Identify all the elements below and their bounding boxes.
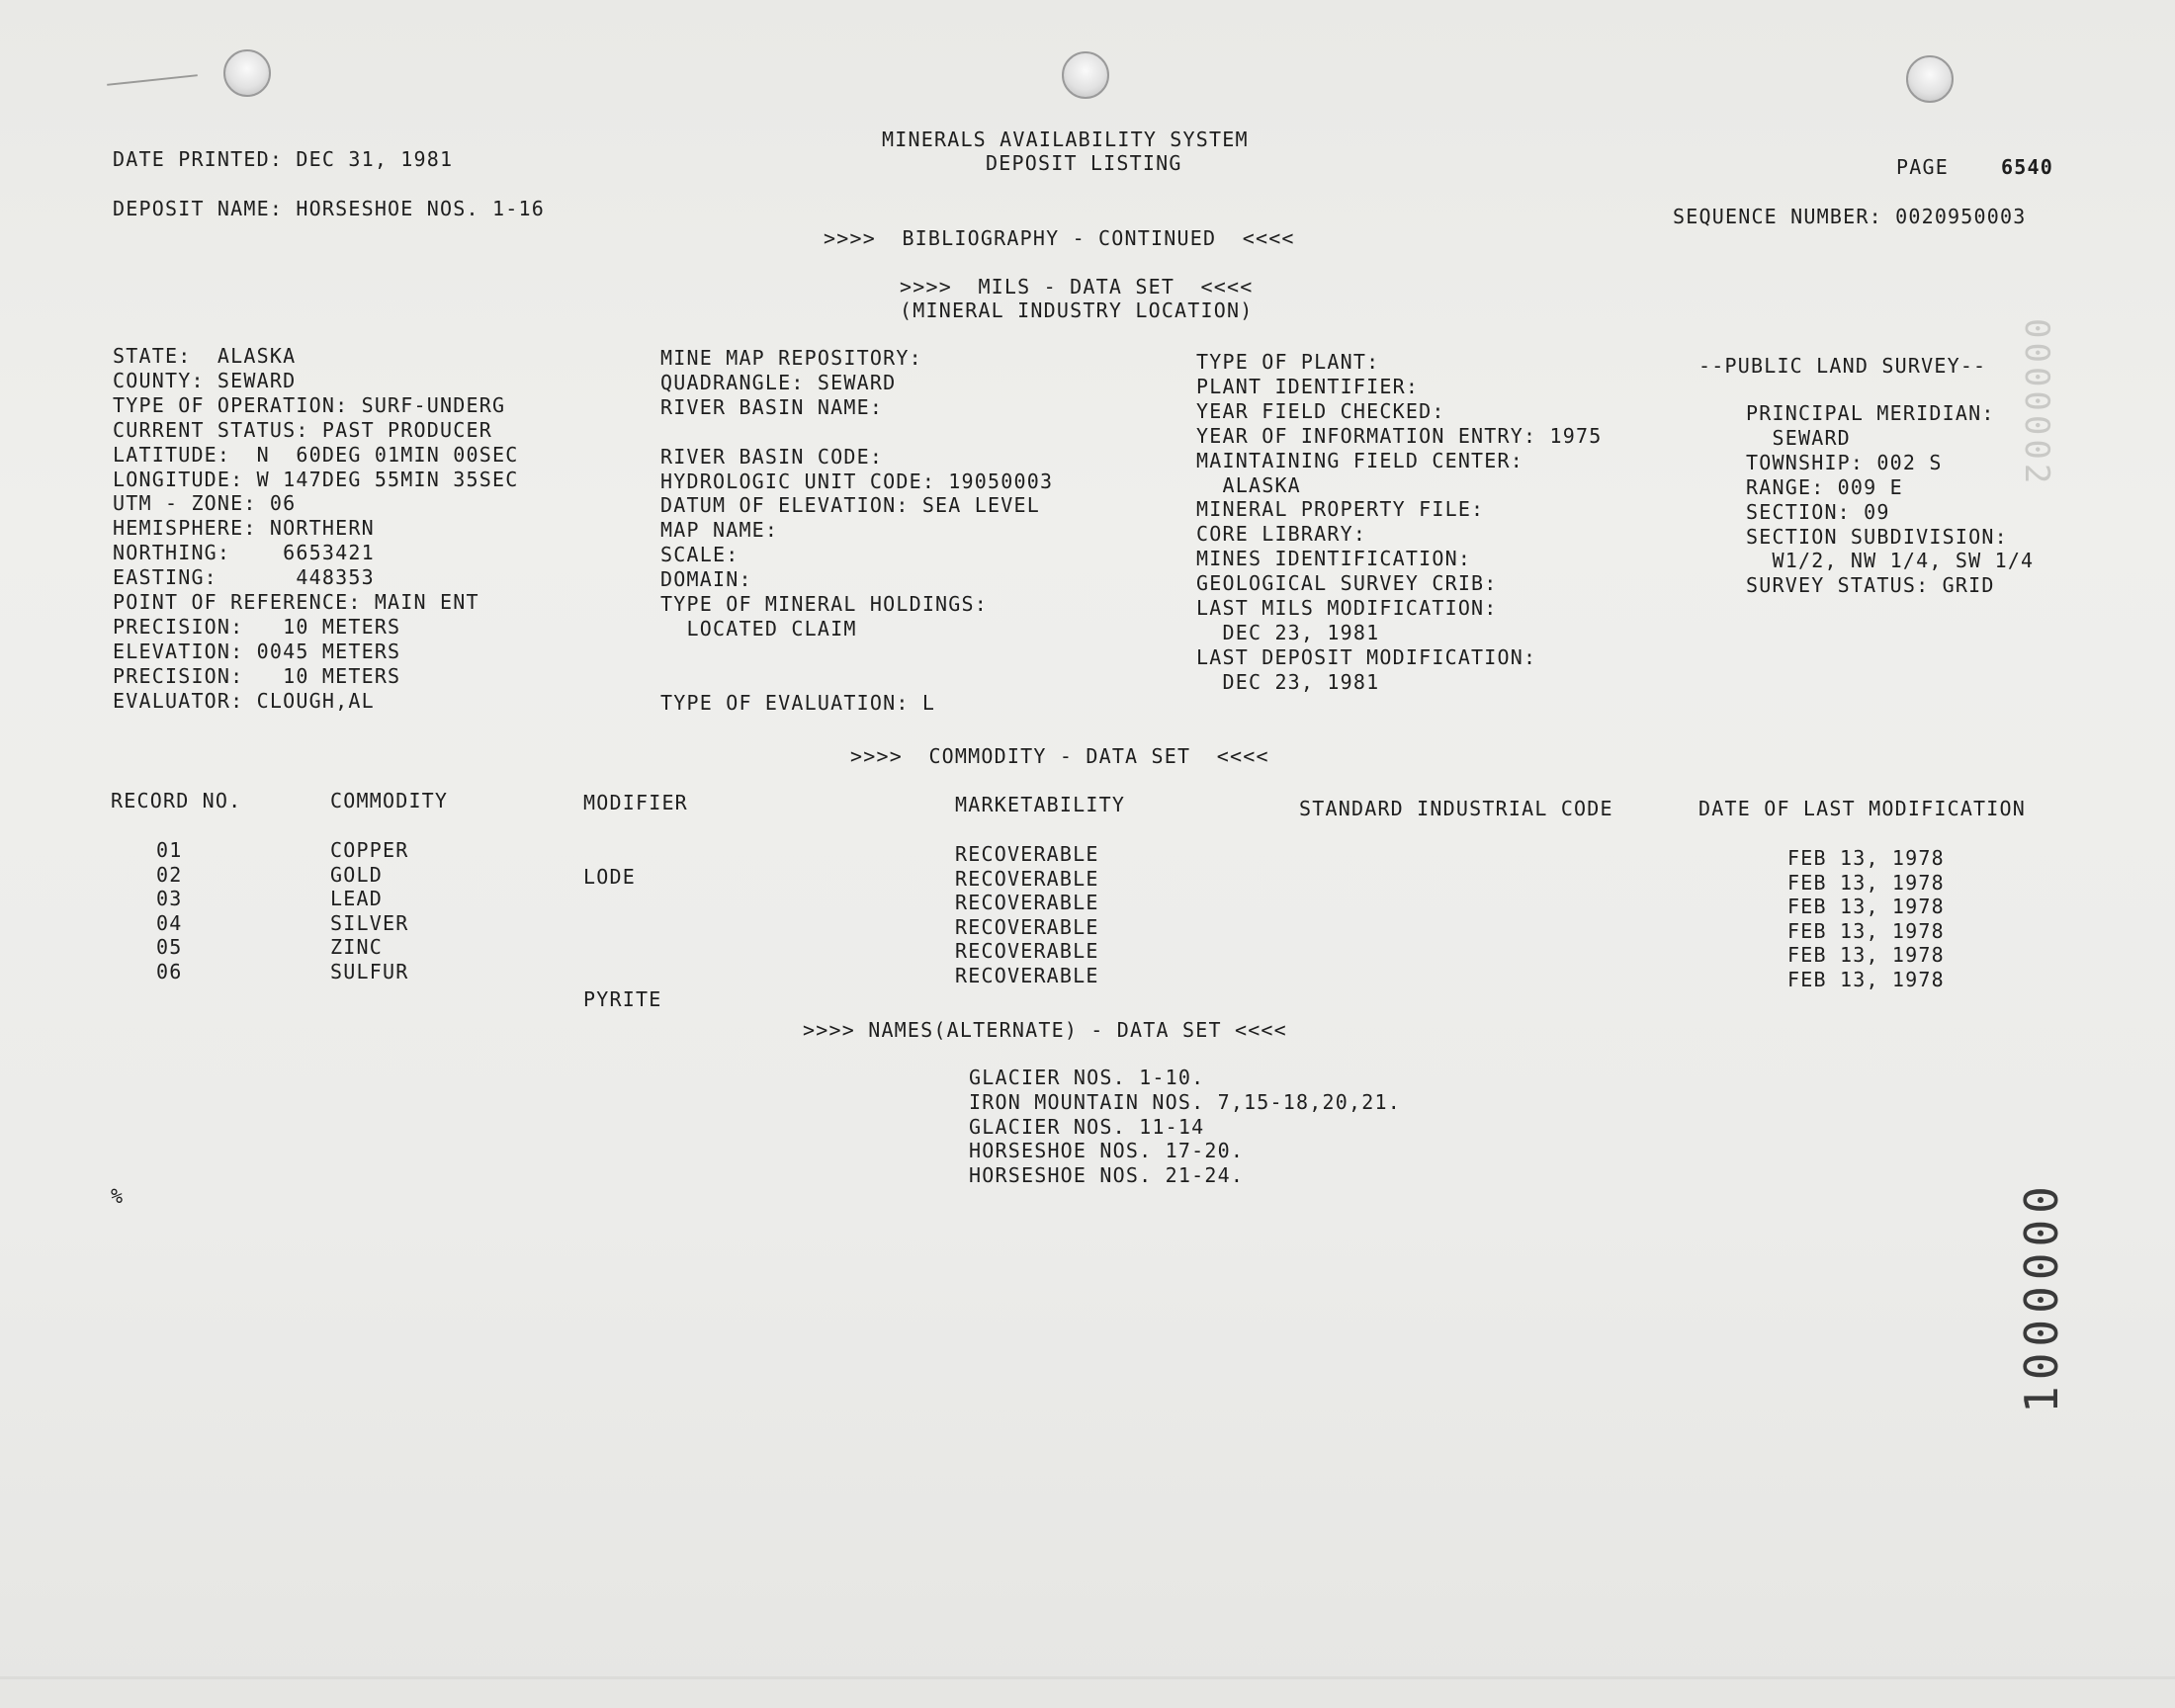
record-number: 02 (156, 863, 183, 887)
mils-field-line: TYPE OF OPERATION: SURF-UNDERG (113, 393, 506, 417)
last-modified-date: FEB 13, 1978 (1787, 895, 1945, 918)
mils-field-line: NORTHING: 6653421 (113, 541, 375, 564)
column-header: MARKETABILITY (955, 793, 1126, 816)
column-header: MODIFIER (583, 791, 688, 814)
column-header: DATE OF LAST MODIFICATION (1698, 797, 2027, 820)
marketability: RECOVERABLE (955, 842, 1099, 866)
commodity-name: GOLD (330, 863, 383, 887)
mils-field-line: SEWARD (1746, 426, 1851, 450)
alternate-name: GLACIER NOS. 11-14 (969, 1115, 1205, 1139)
alternate-name: GLACIER NOS. 1-10. (969, 1066, 1205, 1089)
mils-title: >>>> MILS - DATA SET <<<< (900, 275, 1254, 299)
sequence-number: SEQUENCE NUMBER: 0020950003 (1673, 205, 2027, 228)
mils-field-line: STATE: ALASKA (113, 344, 297, 368)
commodity-modifier: PYRITE (583, 987, 662, 1011)
commodity-modifier: LODE (583, 865, 636, 889)
page-crease (0, 1676, 2175, 1679)
mils-field-line: UTM - ZONE: 06 (113, 491, 297, 515)
names-title: >>>> NAMES(ALTERNATE) - DATA SET <<<< (803, 1018, 1287, 1042)
mils-field-line: EVALUATOR: CLOUGH,AL (113, 689, 375, 713)
column-header: RECORD NO. (111, 789, 242, 812)
mils-field-line: CORE LIBRARY: (1196, 522, 1367, 546)
commodity-name: COPPER (330, 838, 409, 862)
date-printed: DATE PRINTED: DEC 31, 1981 (113, 147, 454, 171)
mils-field-line: PRECISION: 10 METERS (113, 615, 401, 639)
mils-field-line: YEAR OF INFORMATION ENTRY: 1975 (1196, 424, 1603, 448)
binder-hole-left (223, 49, 271, 97)
page-label: PAGE (1896, 155, 1949, 179)
mils-field-line: RIVER BASIN NAME: (660, 395, 884, 419)
mils-field-line: QUADRANGLE: SEWARD (660, 371, 897, 394)
mils-field-line: TYPE OF MINERAL HOLDINGS: (660, 592, 989, 616)
mils-field-line: MINERAL PROPERTY FILE: (1196, 497, 1485, 521)
last-modified-date: FEB 13, 1978 (1787, 871, 1945, 895)
last-modified-date: FEB 13, 1978 (1787, 968, 1945, 991)
mils-field-line: TYPE OF EVALUATION: L (660, 691, 936, 715)
record-number: 03 (156, 887, 183, 910)
last-modified-date: FEB 13, 1978 (1787, 846, 1945, 870)
mils-subtitle: (MINERAL INDUSTRY LOCATION) (900, 299, 1254, 322)
mils-field-line: ELEVATION: 0045 METERS (113, 640, 401, 663)
mils-field-line: TOWNSHIP: 002 S (1746, 451, 1943, 474)
marketability: RECOVERABLE (955, 915, 1099, 939)
record-number: 01 (156, 838, 183, 862)
commodity-name: SILVER (330, 911, 409, 935)
mils-field-line: DOMAIN: (660, 567, 752, 591)
mils-field-line: RIVER BASIN CODE: (660, 445, 884, 469)
public-land-survey-heading: --PUBLIC LAND SURVEY-- (1698, 354, 1987, 378)
mils-field-line: DEC 23, 1981 (1196, 621, 1380, 644)
column-header: COMMODITY (330, 789, 449, 812)
alternate-name: HORSESHOE NOS. 21-24. (969, 1163, 1245, 1187)
commodity-name: LEAD (330, 887, 383, 910)
mils-field-line: MINES IDENTIFICATION: (1196, 547, 1472, 570)
record-number: 04 (156, 911, 183, 935)
marketability: RECOVERABLE (955, 867, 1099, 891)
deposit-name: DEPOSIT NAME: HORSESHOE NOS. 1-16 (113, 197, 545, 220)
marketability: RECOVERABLE (955, 964, 1099, 987)
mils-field-line: LONGITUDE: W 147DEG 55MIN 35SEC (113, 468, 519, 491)
binder-hole-right (1906, 55, 1954, 103)
footer-mark: % (111, 1184, 125, 1208)
last-modified-date: FEB 13, 1978 (1787, 919, 1945, 943)
mils-field-line: SCALE: (660, 543, 740, 566)
stamped-number: 1000000 (2015, 1180, 2068, 1413)
binder-hole-center (1062, 51, 1109, 99)
mils-field-line: CURRENT STATUS: PAST PRODUCER (113, 418, 492, 442)
marketability: RECOVERABLE (955, 891, 1099, 914)
mils-field-line: DEC 23, 1981 (1196, 670, 1380, 694)
mils-field-line: LOCATED CLAIM (660, 617, 857, 640)
system-title: MINERALS AVAILABILITY SYSTEM (882, 128, 1249, 151)
record-number: 05 (156, 935, 183, 959)
mils-field-line: W1/2, NW 1/4, SW 1/4 (1746, 549, 2035, 572)
alternate-name: HORSESHOE NOS. 17-20. (969, 1139, 1245, 1162)
mils-field-line: GEOLOGICAL SURVEY CRIB: (1196, 571, 1498, 595)
column-header: STANDARD INDUSTRIAL CODE (1299, 797, 1613, 820)
mils-field-line: MAP NAME: (660, 518, 779, 542)
scuff-mark (107, 74, 198, 86)
mils-field-line: MAINTAINING FIELD CENTER: (1196, 449, 1524, 472)
mils-field-line: SECTION: 09 (1746, 500, 1890, 524)
mils-field-line: SURVEY STATUS: GRID (1746, 573, 1995, 597)
alternate-name: IRON MOUNTAIN NOS. 7,15-18,20,21. (969, 1090, 1401, 1114)
mils-field-line: LAST MILS MODIFICATION: (1196, 596, 1498, 620)
mils-field-line: HEMISPHERE: NORTHERN (113, 516, 375, 540)
commodity-name: ZINC (330, 935, 383, 959)
last-modified-date: FEB 13, 1978 (1787, 943, 1945, 967)
ghost-stamped-number: 0000002 (2017, 318, 2056, 488)
marketability: RECOVERABLE (955, 939, 1099, 963)
commodity-name: SULFUR (330, 960, 409, 983)
mils-field-line: LAST DEPOSIT MODIFICATION: (1196, 645, 1537, 669)
mils-field-line: SECTION SUBDIVISION: (1746, 525, 2008, 549)
page-number: 6540 (2001, 155, 2053, 179)
commodity-title: >>>> COMMODITY - DATA SET <<<< (850, 744, 1269, 768)
mils-field-line: PLANT IDENTIFIER: (1196, 375, 1420, 398)
mils-field-line: COUNTY: SEWARD (113, 369, 297, 392)
listing-title: DEPOSIT LISTING (986, 151, 1182, 175)
bibliography-heading: >>>> BIBLIOGRAPHY - CONTINUED <<<< (824, 226, 1295, 250)
mils-field-line: PRECISION: 10 METERS (113, 664, 401, 688)
mils-field-line: DATUM OF ELEVATION: SEA LEVEL (660, 493, 1040, 517)
mils-field-line: EASTING: 448353 (113, 565, 375, 589)
mils-field-line: ALASKA (1196, 473, 1301, 497)
mils-field-line: HYDROLOGIC UNIT CODE: 19050003 (660, 470, 1054, 493)
mils-field-line: MINE MAP REPOSITORY: (660, 346, 922, 370)
record-number: 06 (156, 960, 183, 983)
mils-field-line: LATITUDE: N 60DEG 01MIN 00SEC (113, 443, 519, 467)
mils-field-line: POINT OF REFERENCE: MAIN ENT (113, 590, 479, 614)
mils-field-line: RANGE: 009 E (1746, 475, 1903, 499)
mils-field-line: TYPE OF PLANT: (1196, 350, 1380, 374)
mils-field-line: PRINCIPAL MERIDIAN: (1746, 401, 1995, 425)
mils-field-line: YEAR FIELD CHECKED: (1196, 399, 1445, 423)
